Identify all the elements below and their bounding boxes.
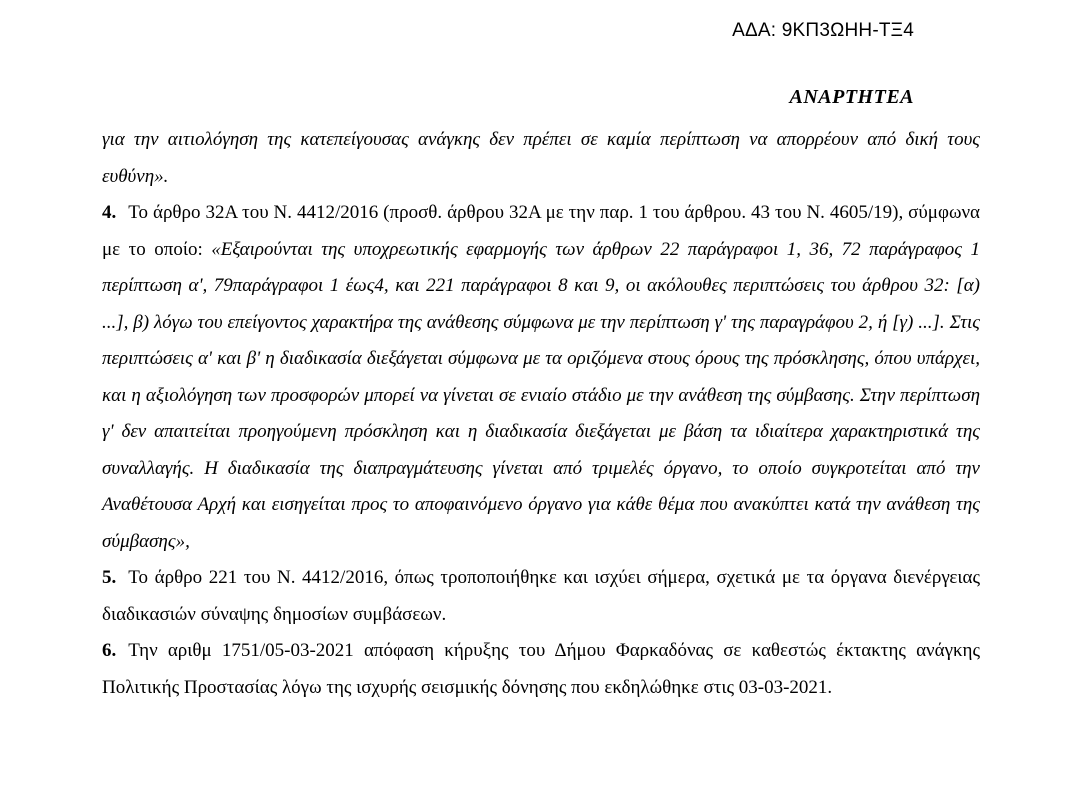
ada-identifier: ΑΔΑ: 9ΚΠ3ΩΗΗ-ΤΞ4 (732, 20, 914, 41)
publication-stamp: ΑΝΑΡΤΗΤΕΑ (789, 86, 914, 108)
item-text: Το άρθρο 32Α του Ν. 4412/2016 (προσθ. άρθρου 32Α με την παρ. 1 του άρθρου. 43 του Ν. 4605/19), σύμφωνα με το οποίο: (102, 202, 980, 260)
item-text: Την αριθμ 1751/05-03-2021 απόφαση κήρυξης του Δήμου Φαρκαδόνας σε καθεστώς έκτακτης ανάγκης Πολιτικής Προστασίας λόγω της ισχυρής σεισμικής δόνησης που εκδηλώθηκε στις 03-03-2021. (102, 640, 980, 698)
item-text: Το άρθρο 221 του Ν. 4412/2016, όπως τροποποιήθηκε και ισχύει σήμερα, σχετικά με τα όργανα διενέργειας διαδικασιών σύναψης δημοσίων συμβάσεων. (102, 567, 980, 625)
continuation-text: για την αιτιολόγηση της κατεπείγουσας ανάγκης δεν πρέπει σε καμία περίπτωση να απορρέουν από δική τους ευθύνη». (102, 129, 980, 187)
continuation-paragraph (102, 122, 980, 195)
list-item-4 (102, 195, 980, 560)
document-body (102, 122, 980, 706)
item-quote: «Εξαιρούνται της υποχρεωτικής εφαρμογής των άρθρων 22 παράγραφοι 1, 36, 72 παράγραφος 1 περίπτωση α', 79παράγραφοι 1 έως4, και 221 παράγραφοι 8 και 9, οι ακόλουθες περιπτώσεις του άρθρου 32: [α) ...], β) λόγω του επείγοντος χαρακτήρα της ανάθεσης σύμφωνα με την περίπτωση γ' της παραγράφου 2, ή [γ) ...]. Στις περιπτώσεις α' και β' η διαδικασία διεξάγεται σύμφωνα με τα οριζόμενα στους όρους της πρόσκλησης, όπου υπάρχει, και η αξιολόγηση των προσφορών μπορεί να γίνεται σε ενιαίο στάδιο με την ανάθεση της σύμβασης. Στην περίπτωση γ' δεν απαιτείται προηγούμενη πρόσκληση και η διαδικασία διεξάγεται με βάση τα ιδιαίτερα χαρακτηριστικά της συναλλαγής. Η διαδικασία της διαπραγμάτευσης γίνεται από τριμελές όργανο, το οποίο συγκροτείται από την Αναθέτουσα Αρχή και εισηγείται προς το αποφαινόμενο όργανο για κάθε θέμα που ανακύπτει κατά την ανάθεση της σύμβασης», (102, 238, 980, 552)
item-number: 5. (102, 567, 117, 588)
list-item-5 (102, 560, 980, 633)
list-item-6 (102, 633, 980, 706)
item-number: 4. (102, 202, 117, 223)
item-number: 6. (102, 640, 117, 661)
